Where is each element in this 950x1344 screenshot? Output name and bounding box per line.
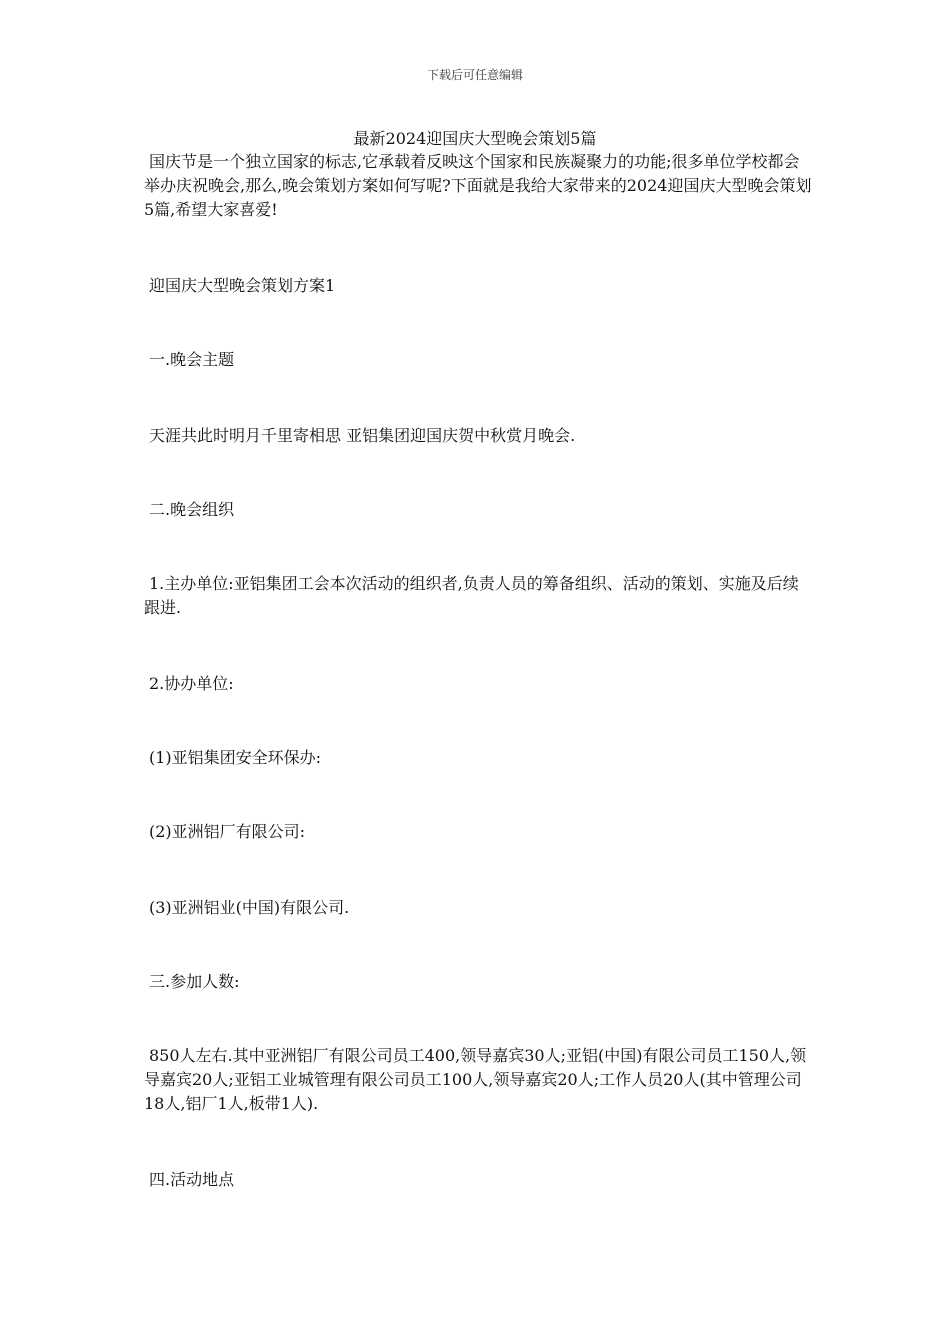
section-heading-attendance: 三.参加人数:: [149, 972, 240, 991]
theme-paragraph: 天涯共此时明月千里寄相思 亚铝集团迎国庆贺中秋赏月晚会.: [149, 426, 576, 445]
co-organizer-item-1: (1)亚铝集团安全环保办:: [149, 748, 322, 767]
section-heading-plan-1: 迎国庆大型晚会策划方案1: [149, 276, 336, 295]
section-heading-venue: 四.活动地点: [149, 1170, 235, 1189]
co-organizer-item-3: (3)亚洲铝业(中国)有限公司.: [149, 898, 350, 917]
co-organizer-heading: 2.协办单位:: [149, 674, 234, 693]
document-title: 最新2024迎国庆大型晚会策划5篇: [353, 129, 597, 148]
intro-paragraph: 国庆节是一个独立国家的标志,它承载着反映这个国家和民族凝聚力的功能;很多单位学校都会举办庆祝晚会,那么,晚会策划方案如何写呢?下面就是我给大家带来的2024迎国庆大型晚会策划5篇,希望大家喜爱!: [144, 152, 812, 219]
co-organizer-item-2: (2)亚洲铝厂有限公司:: [149, 822, 306, 841]
host-paragraph: 1.主办单位:亚铝集团工会本次活动的组织者,负责人员的筹备组织、活动的策划、实施及后续跟进.: [144, 574, 799, 617]
section-heading-theme: 一.晚会主题: [149, 350, 235, 369]
page-header: 下载后可任意编辑: [426, 68, 523, 82]
attendance-paragraph: 850人左右.其中亚洲铝厂有限公司员工400,领导嘉宾30人;亚铝(中国)有限公司员工150人,领导嘉宾20人;亚铝工业城管理有限公司员工100人,领导嘉宾20人;工作人员20人(其中管理公司18人,铝厂1人,板带1人).: [144, 1046, 807, 1113]
section-heading-organization: 二.晚会组织: [149, 500, 235, 519]
